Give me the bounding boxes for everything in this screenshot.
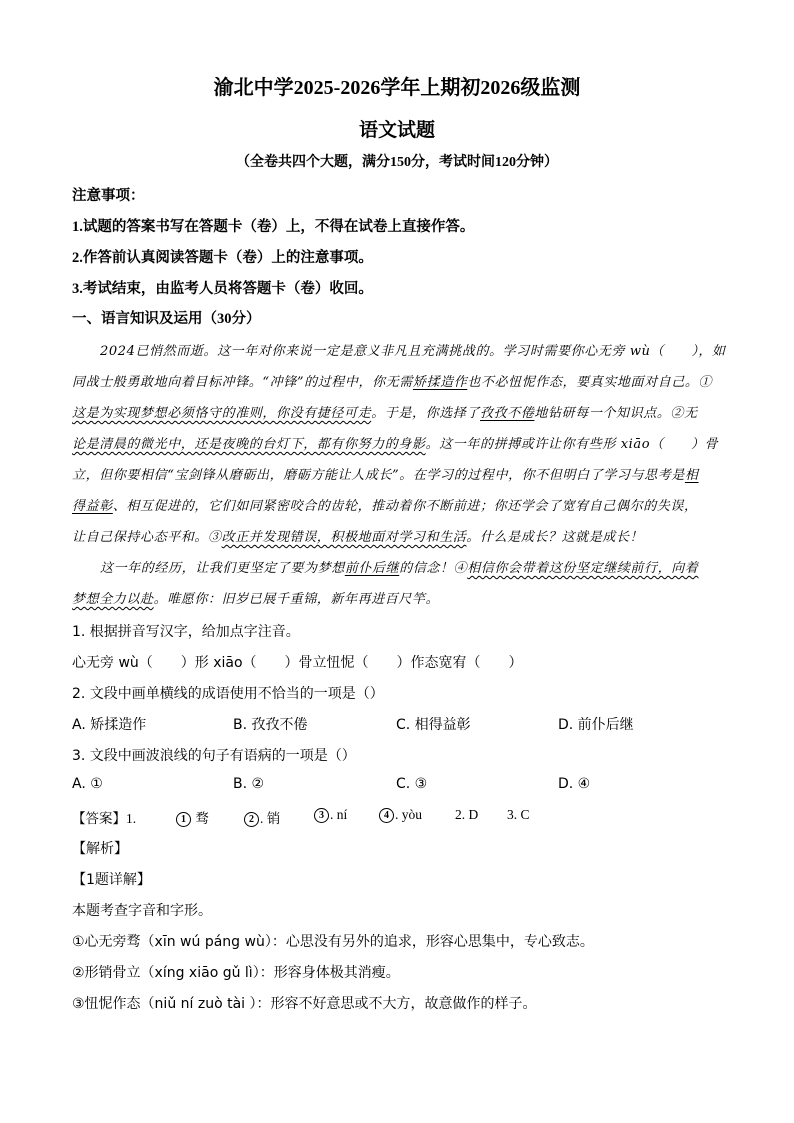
exam-subtitle: 语文试题 bbox=[358, 120, 435, 141]
wavy-sentence-2: 论是清晨的微光中，还是夜晚的台灯下，都有你努力的身影 bbox=[72, 437, 426, 452]
q3-option-d: D. ④ bbox=[558, 776, 591, 792]
passage-line: 梦想全力以赴。唯愿你：旧岁已展千重锦，新年再进百尺竿。 bbox=[72, 592, 440, 607]
exam-info: （全卷共四个大题，满分150分，考试时间120分钟） bbox=[236, 155, 558, 170]
question-2-stem: 2. 文段中画单横线的成语使用不恰当的一项是（） bbox=[72, 686, 384, 702]
q3-option-c: C. ③ bbox=[396, 776, 428, 792]
note-item-1: 1.试题的答案书写在答题卡（卷）上，不得在试卷上直接作答。 bbox=[72, 219, 475, 235]
exam-title: 渝北中学2025-2026学年上期初2026级监测 bbox=[213, 77, 581, 99]
q2-option-a: A. 矫揉造作 bbox=[72, 717, 147, 733]
analysis-intro: 本题考查字音和字形。 bbox=[72, 903, 212, 919]
passage-line: 让自己保持心态平和。③改正并发现错误，积极地面对学习和生活。什么是成长？这就是成长！ bbox=[72, 530, 644, 545]
note-item-2: 2.作答前认真阅读答题卡（卷）上的注意事项。 bbox=[72, 250, 373, 266]
analysis-label: 【解析】 bbox=[72, 841, 128, 857]
analysis-item-3: ③忸怩作态（niǔ ní zuò tài ）：形容不好意思或不大方，故意做作的样子。 bbox=[72, 996, 537, 1012]
passage-line: 论是清晨的微光中，还是夜晚的台灯下，都有你努力的身影。这一年的拼搏或许让你有些形 xiāo（ ）骨 bbox=[72, 437, 719, 452]
underlined-idiom: 相 bbox=[684, 468, 699, 483]
answer-label: 【答案】1. bbox=[72, 811, 137, 826]
answer-q2: 2. D bbox=[455, 807, 479, 822]
passage-line: 2024已悄然而逝。这一年对你来说一定是意义非凡且充满挑战的。学习时需要你心无旁 wù（ ），如 bbox=[100, 344, 726, 359]
wavy-sentence-4-cont: 梦想全力以赴 bbox=[72, 592, 154, 607]
analysis-item-1: ①心无旁骛（xīn wú páng wù）：心思没有另外的追求，形容心思集中，专心致志。 bbox=[72, 934, 594, 950]
answer-item-1: 1 骛 bbox=[175, 807, 209, 827]
note-item-3: 3.考试结束，由监考人员将答题卡（卷）收回。 bbox=[72, 281, 373, 297]
analysis-item-2: ②形销骨立（xíng xiāo gǔ lì）：形容身体极其消瘦。 bbox=[72, 965, 400, 981]
answer-q3: 3. C bbox=[507, 807, 530, 822]
notes-heading: 注意事项： bbox=[72, 188, 145, 204]
wavy-sentence-1: 这是为实现梦想必须恪守的准则，你没有捷径可走 bbox=[72, 406, 372, 421]
answer-item-4: 4 . yòu bbox=[378, 807, 422, 823]
question-1-items: 心无旁 wù（ ）形 xiāo（ ）骨立忸怩（ ）作态宽宥（ ） bbox=[72, 655, 523, 671]
question-3-stem: 3. 文段中画波浪线的句子有语病的一项是（） bbox=[72, 748, 356, 764]
passage-line: 这一年的经历，让我们更坚定了要为梦想前仆后继的信念！④相信你会带着这份坚定继续前行，向着 bbox=[100, 561, 699, 576]
wavy-sentence-3: 改正并发现错误，积极地面对学习和生活 bbox=[221, 530, 467, 545]
passage-line: 立，但你要相信“宝剑锋从磨砺出，磨砺方能让人成长”。在学习的过程中，你不但明白了学习与思考是相 bbox=[72, 468, 699, 483]
q2-option-d: D. 前仆后继 bbox=[558, 717, 634, 733]
q3-option-a: A. ① bbox=[72, 776, 103, 792]
detail-label: 【1题详解】 bbox=[72, 872, 151, 888]
underlined-idiom: 孜孜不倦 bbox=[480, 406, 535, 421]
passage-line: 同战士般勇敢地向着目标冲锋。“冲锋”的过程中，你无需矫揉造作也不必忸怩作态，要真实地面对自己。① bbox=[72, 375, 713, 390]
answer-item-2: 2 . 销 bbox=[243, 807, 280, 827]
section-heading: 一、语言知识及运用（30分） bbox=[72, 311, 261, 327]
underlined-idiom: 前仆后继 bbox=[344, 561, 400, 576]
answer-item-3: 3 . ní bbox=[313, 807, 347, 823]
underlined-idiom: 矫揉造作 bbox=[412, 375, 468, 390]
q2-option-c: C. 相得益彰 bbox=[396, 717, 471, 733]
q3-option-b: B. ② bbox=[233, 776, 265, 792]
q2-option-b: B. 孜孜不倦 bbox=[233, 717, 308, 733]
wavy-sentence-4: 相信你会带着这份坚定继续前行，向着 bbox=[467, 561, 699, 576]
passage-line: 这是为实现梦想必须恪守的准则，你没有捷径可走。于是，你选择了孜孜不倦地钻研每一个知识点。②无 bbox=[72, 406, 698, 421]
underlined-idiom: 得益彰 bbox=[72, 499, 113, 514]
passage-line: 得益彰、相互促进的，它们如同紧密咬合的齿轮，推动着你不断前进；你还学会了宽宥自己偶尔的失误， bbox=[72, 499, 698, 514]
question-1-stem: 1. 根据拼音写汉字，给加点字注音。 bbox=[72, 624, 300, 640]
